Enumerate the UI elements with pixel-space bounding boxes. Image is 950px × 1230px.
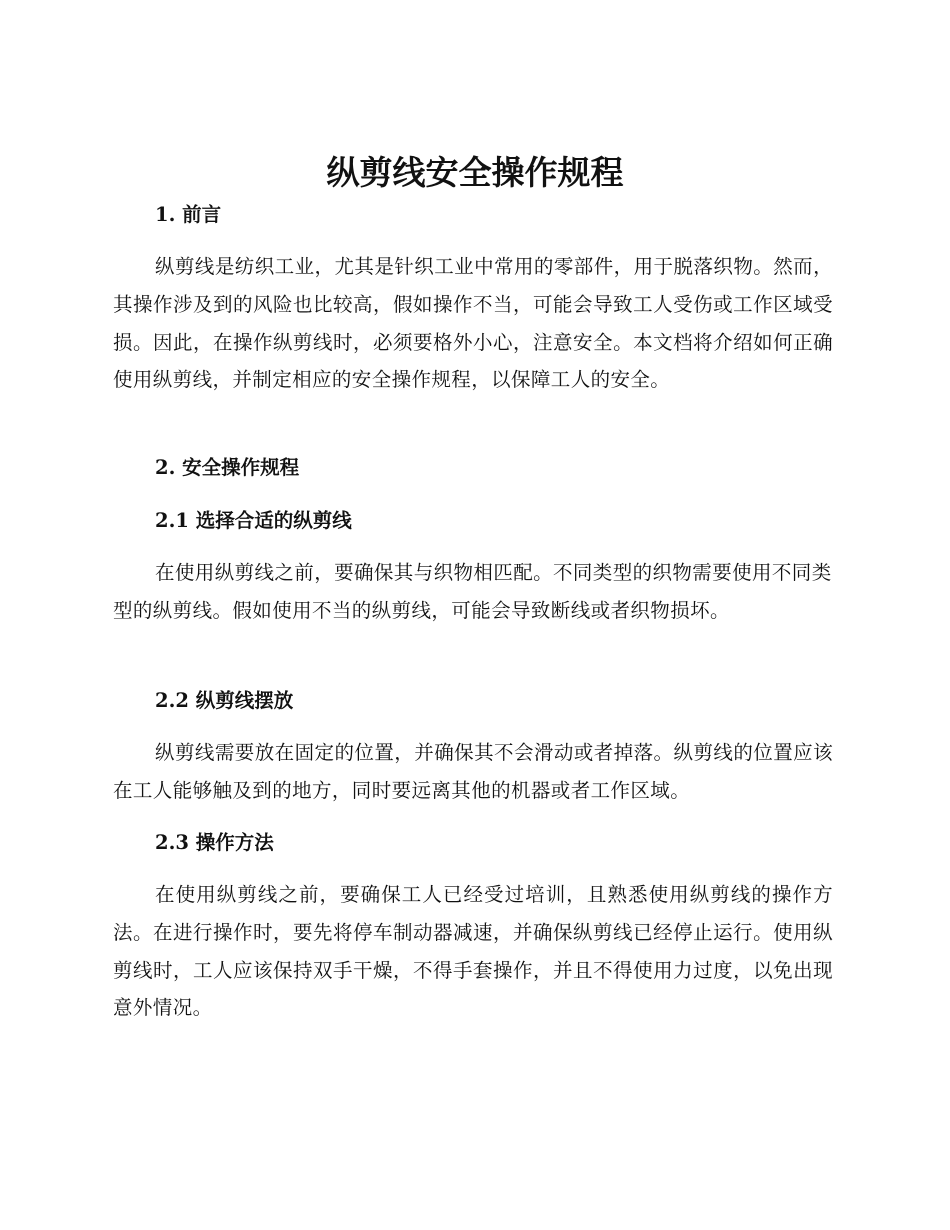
subsection-heading-select-line: 2.1 选择合适的纵剪线 — [155, 509, 352, 532]
section-heading-preface: 1. 前言 — [155, 203, 222, 226]
paragraph-preface: 纵剪线是纺织工业，尤其是针织工业中常用的零部件，用于脱落织物。然而，其操作涉及到的风险也比较高，假如操作不当，可能会导致工人受伤或工作区域受损。因此，在操作纵剪线时，必须要格外小心，注意安全。本文档将介绍如何正确使用纵剪线，并制定相应的安全操作规程，以保障工人的安全。 — [113, 255, 833, 392]
subsection-heading-placement: 2.2 纵剪线摆放 — [155, 689, 294, 712]
subsection-heading-operation-method: 2.3 操作方法 — [155, 831, 274, 854]
paragraph-operation-method: 在使用纵剪线之前，要确保工人已经受过培训，且熟悉使用纵剪线的操作方法。在进行操作时，要先将停车制动器减速，并确保纵剪线已经停止运行。使用纵剪线时，工人应该保持双手干燥，不得手套操作，并且不得使用力过度，以免出现意外情况。 — [113, 883, 833, 1020]
section-heading-safety-rules: 2. 安全操作规程 — [155, 456, 300, 479]
document-title: 纵剪线安全操作规程 — [326, 153, 624, 192]
paragraph-select-line: 在使用纵剪线之前，要确保其与织物相匹配。不同类型的织物需要使用不同类型的纵剪线。假如使用不当的纵剪线，可能会导致断线或者织物损坏。 — [113, 561, 832, 622]
paragraph-placement: 纵剪线需要放在固定的位置，并确保其不会滑动或者掉落。纵剪线的位置应该在工人能够触及到的地方，同时要远离其他的机器或者工作区域。 — [113, 741, 833, 802]
